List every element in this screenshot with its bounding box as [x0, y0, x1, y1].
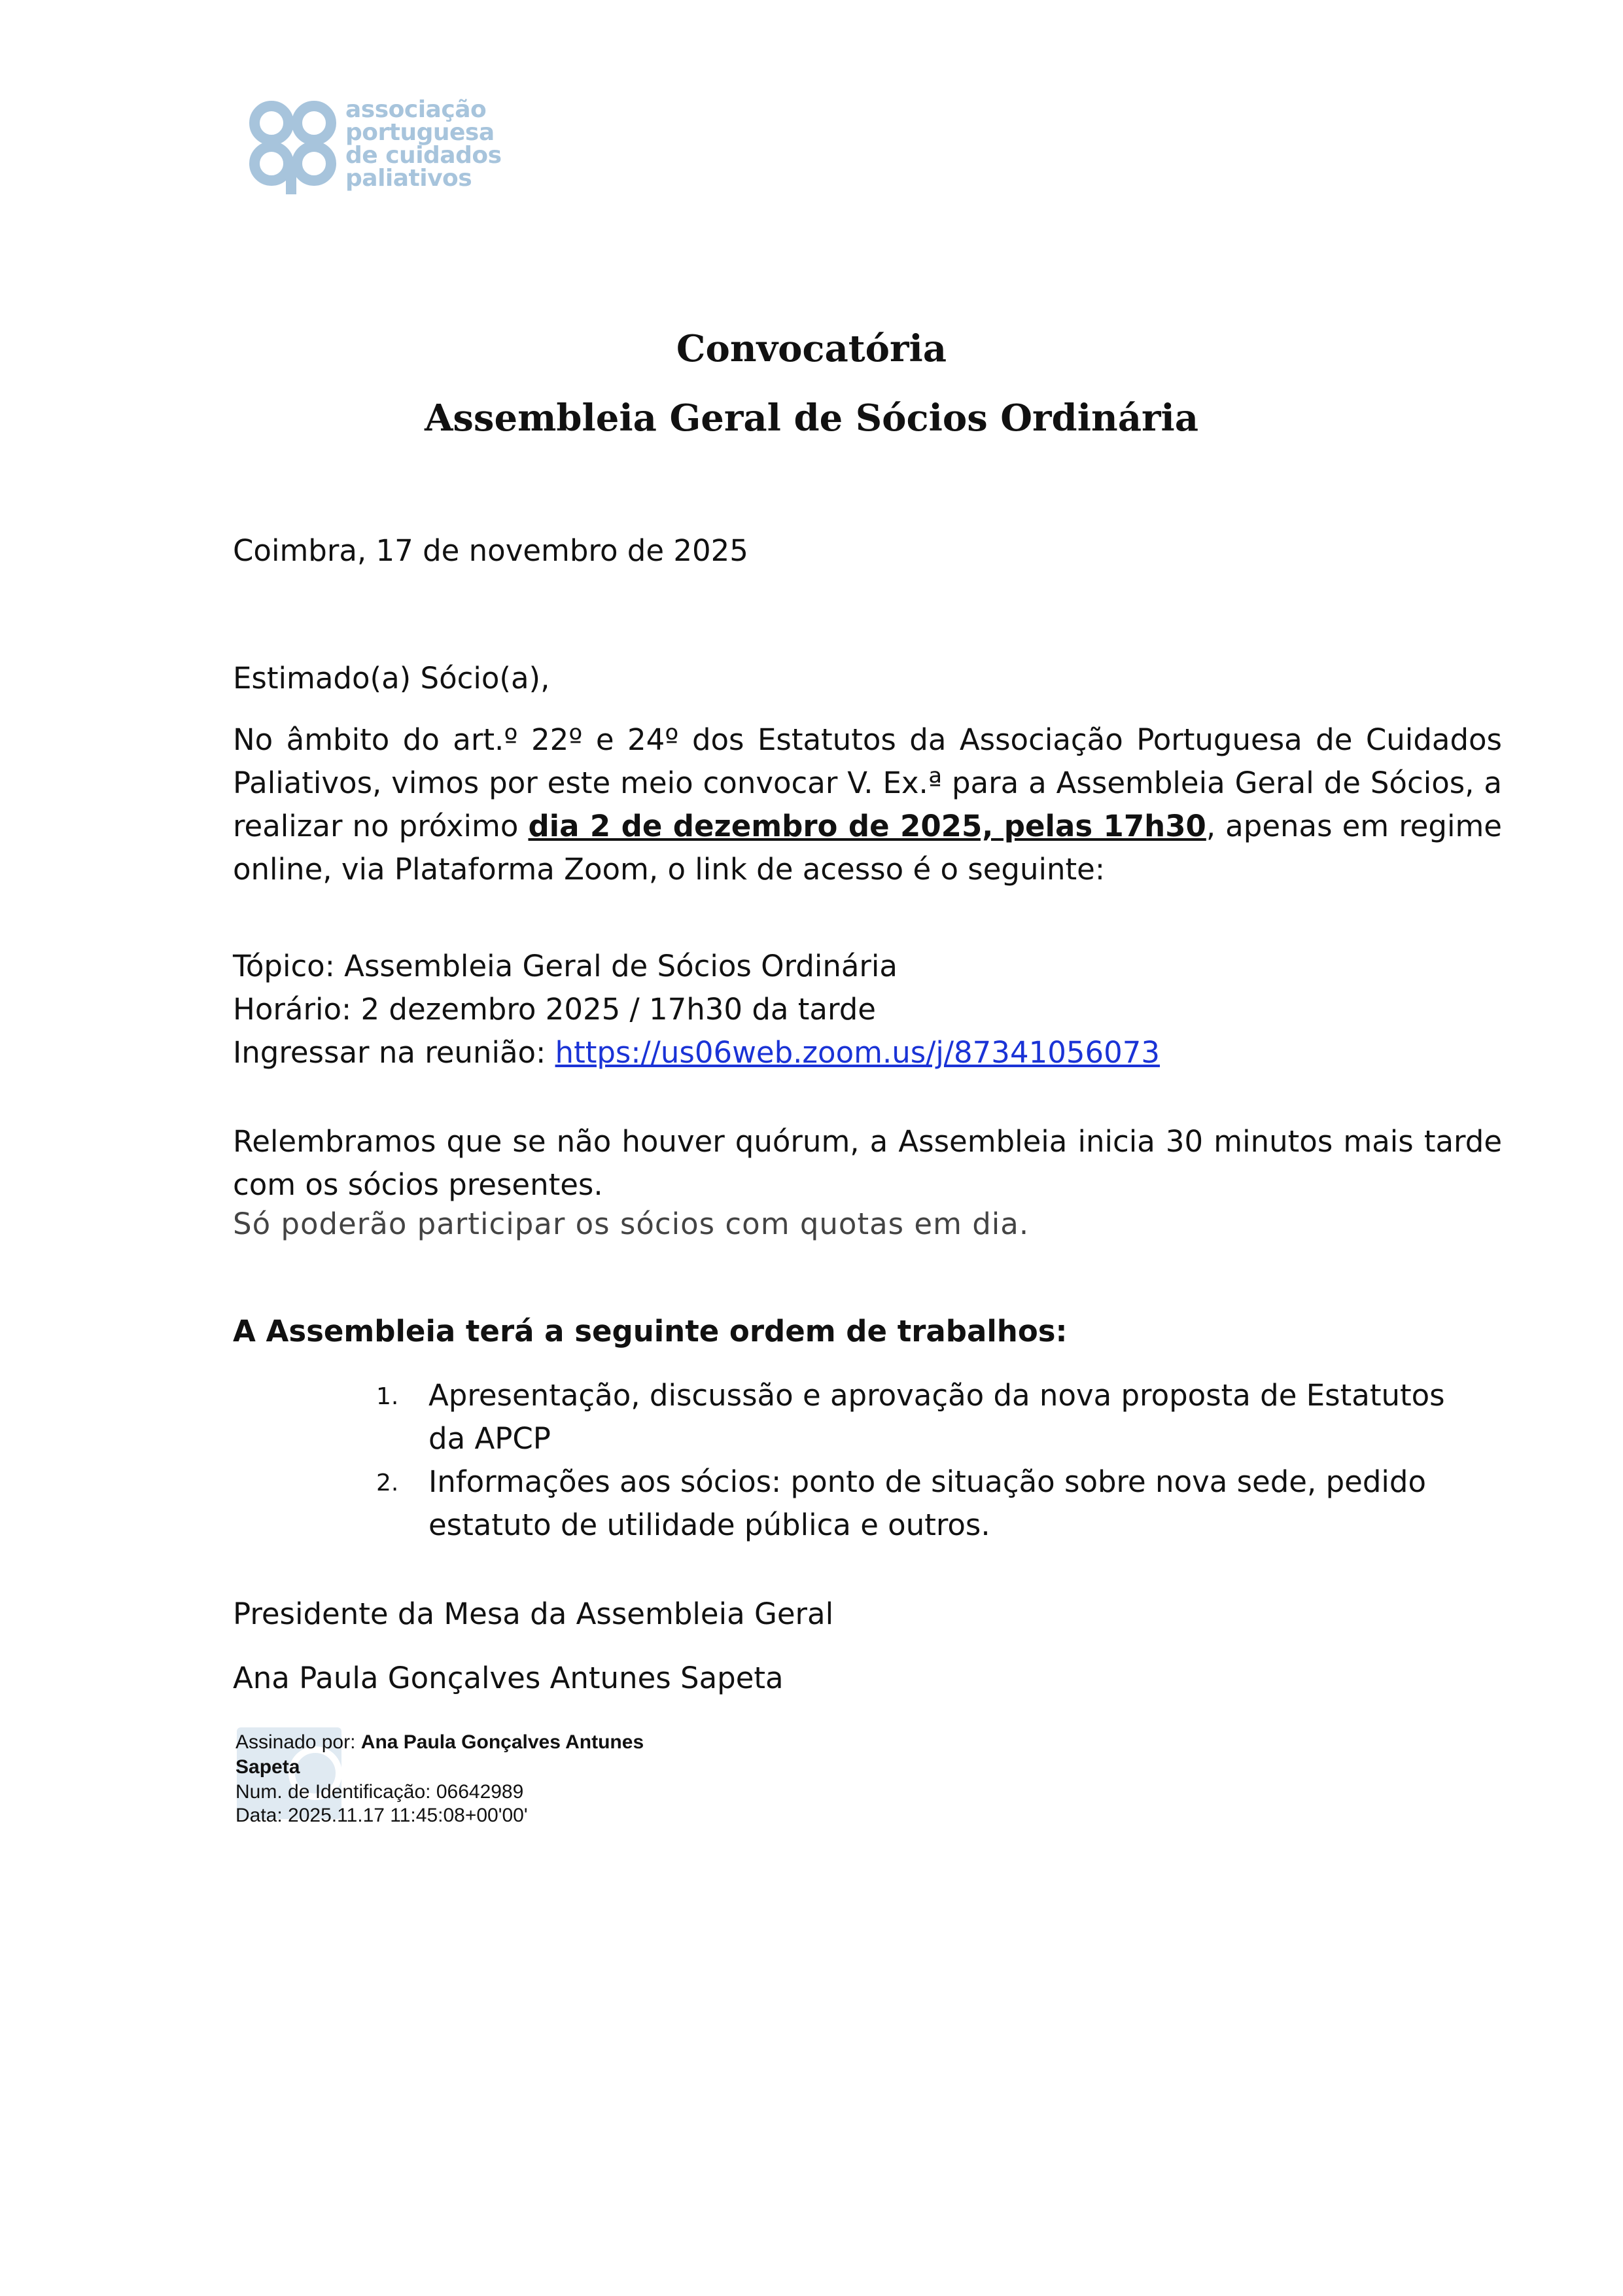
- document-subtitle: Assembleia Geral de Sócios Ordinária: [424, 397, 1199, 440]
- list-item-text: Informações aos sócios: ponto de situação sobre nova sede, pedido estatuto de utilidade pública e outros.: [428, 1464, 1427, 1542]
- meeting-join: [233, 1035, 1160, 1070]
- signed-by: [236, 1731, 644, 1754]
- list-item-number: 2.: [376, 1470, 399, 1496]
- intro-paragraph: [233, 718, 1502, 891]
- apcp-logo: [249, 98, 510, 196]
- signed-by-label: Assinado por:: [236, 1731, 361, 1753]
- greeting: Estimado(a) Sócio(a),: [233, 661, 550, 696]
- meeting-topic: Tópico: Assembleia Geral de Sócios Ordinária: [233, 949, 898, 983]
- closing-name: Ana Paula Gonçalves Antunes Sapeta: [233, 1661, 784, 1695]
- logo-line-4: paliativos: [345, 165, 472, 192]
- quorum-reminder: Relembramos que se não houver quórum, a Assembleia inicia 30 minutos mais tarde com os sócios presentes.: [233, 1124, 1502, 1202]
- apcp-logo-wordmark: [345, 98, 502, 190]
- closing-role: Presidente da Mesa da Assembleia Geral: [233, 1597, 834, 1631]
- digital-signature: [236, 1727, 759, 1839]
- meeting-join-label: Ingressar na reunião:: [233, 1035, 555, 1070]
- signature-id: Num. de Identificação: 06642989: [236, 1781, 524, 1803]
- zoom-link[interactable]: https://us06web.zoom.us/j/87341056073: [555, 1035, 1160, 1070]
- signed-by-name: Ana Paula Gonçalves Antunes: [360, 1731, 644, 1753]
- logo-line-2: portuguesa: [345, 119, 495, 146]
- apcp-logo-mark-icon: [249, 98, 340, 196]
- logo-line-1: associação: [345, 96, 487, 123]
- list-item: [376, 1460, 1488, 1547]
- list-item-number: 1.: [376, 1383, 399, 1410]
- meeting-date-highlight: dia 2 de dezembro de 2025, pelas 17h30: [528, 809, 1206, 843]
- signed-by-name-continued: Sapeta: [236, 1756, 300, 1778]
- agenda-list: [376, 1374, 1488, 1547]
- intro-part-2: , apenas em regime online, via Plataforma Zoom, o link de acesso é o seguinte:: [233, 809, 1502, 887]
- document-title: Convocatória: [676, 327, 947, 370]
- meeting-time: Horário: 2 dezembro 2025 / 17h30 da tarde: [233, 992, 876, 1027]
- list-item: [376, 1374, 1488, 1460]
- quota-note: Só poderão participar os sócios com quotas em dia.: [233, 1207, 1030, 1241]
- intro-part-1: No âmbito do art.º 22º e 24º dos Estatutos da Associação Portuguesa de Cuidados Paliativos, vimos por este meio convocar V. Ex.ª para a Assembleia Geral de Sócios, a realizar no próximo: [233, 722, 1502, 843]
- place-date: Coimbra, 17 de novembro de 2025: [233, 533, 748, 568]
- agenda-heading: A Assembleia terá a seguinte ordem de trabalhos:: [233, 1314, 1068, 1349]
- logo-line-3: de cuidados: [345, 142, 502, 169]
- signature-date: Data: 2025.11.17 11:45:08+00'00': [236, 1805, 528, 1826]
- list-item-text: Apresentação, discussão e aprovação da nova proposta de Estatutos da APCP: [428, 1378, 1445, 1456]
